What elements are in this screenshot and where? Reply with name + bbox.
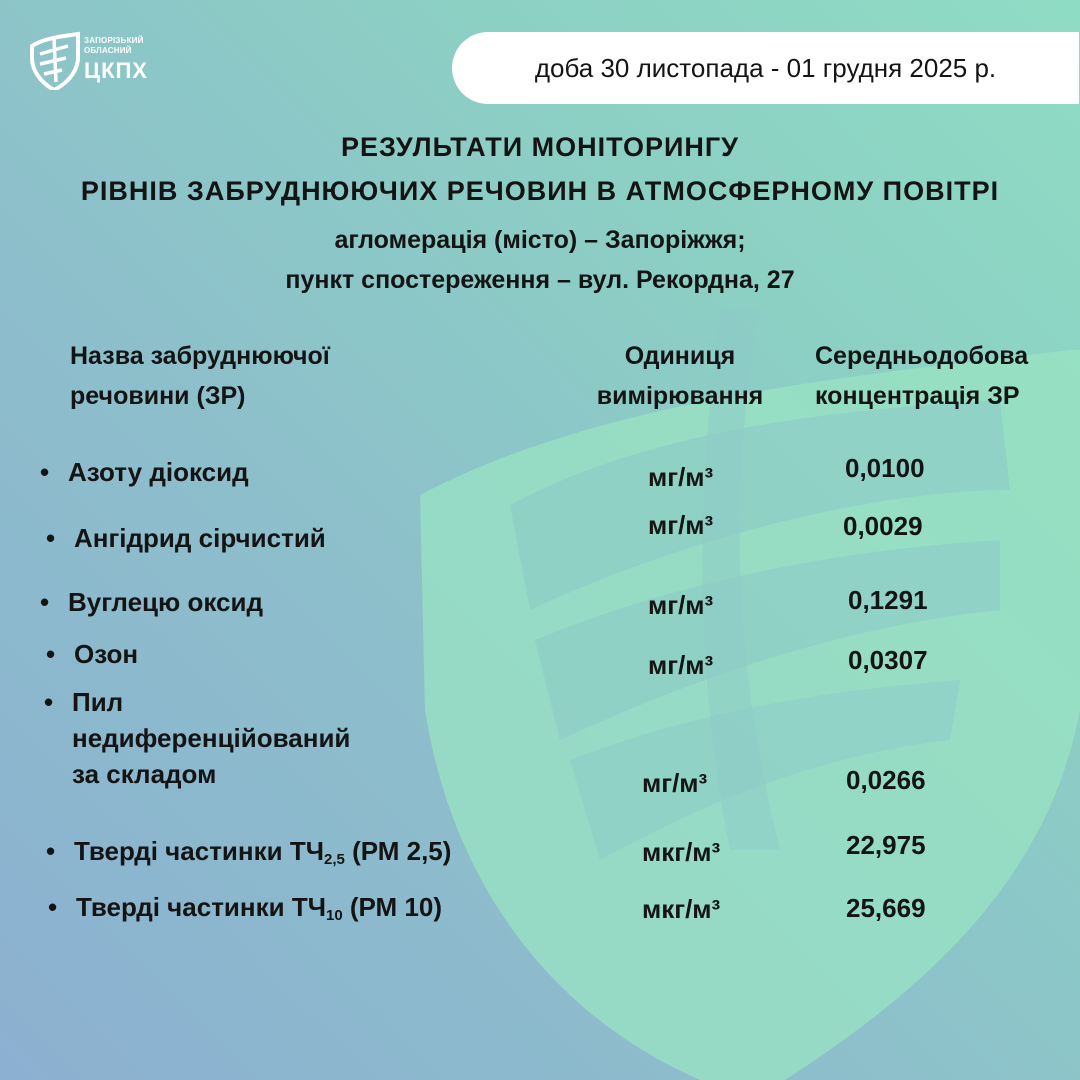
pollutant-name-row-4 bbox=[46, 636, 139, 672]
value-row-5: 0,0266 bbox=[846, 765, 926, 795]
pollutant-name-row-5 bbox=[44, 684, 351, 792]
pollutant-name-row-3 bbox=[40, 584, 263, 620]
bullet-icon: • bbox=[40, 587, 50, 617]
bullet-icon: • bbox=[46, 836, 56, 866]
unit-row-6: мкг/м³ bbox=[642, 837, 721, 867]
header-name-line-2: речовини (ЗР) bbox=[70, 382, 246, 410]
bullet-icon: • bbox=[48, 892, 58, 922]
pollutant-name-prefix: Тверді частинки ТЧ bbox=[76, 892, 326, 922]
header-unit bbox=[580, 336, 780, 416]
pollutant-name-line-2: недиференційований bbox=[72, 723, 351, 753]
pollutant-name-row-7 bbox=[48, 889, 443, 934]
date-text: доба 30 листопада - 01 грудня 2025 р. bbox=[534, 52, 997, 83]
value-row-2: 0,0029 bbox=[843, 511, 923, 541]
unit-row-5: мг/м³ bbox=[642, 768, 708, 798]
pollutant-name-row-6 bbox=[46, 833, 452, 878]
value-row-1: 0,0100 bbox=[845, 453, 925, 483]
bullet-icon: • bbox=[40, 457, 50, 487]
value-row-7: 25,669 bbox=[846, 893, 926, 923]
pollutant-name-row-1 bbox=[40, 454, 249, 490]
header-name-line-1: Назва забруднюючої bbox=[70, 342, 330, 370]
unit-row-7: мкг/м³ bbox=[642, 894, 721, 924]
title-line-2: РІВНІВ ЗАБРУДНЮЮЧИХ РЕЧОВИН В АТМОСФЕРНОМУ ПОВІТРІ bbox=[80, 176, 1000, 206]
pollutant-name-suffix: (РМ 2,5) bbox=[344, 836, 452, 866]
unit-row-2: мг/м³ bbox=[648, 510, 714, 540]
header-conc-line-1: Середньодобова bbox=[815, 342, 1029, 370]
header-unit-line-1: Одиниця bbox=[624, 342, 736, 370]
pollutant-name-line-1: Пил bbox=[72, 687, 124, 717]
date-badge bbox=[452, 32, 1079, 104]
pollutant-name-line-3: за складом bbox=[72, 759, 217, 789]
header-substance-name bbox=[70, 336, 330, 416]
logo-name: ЦКПХ bbox=[84, 58, 148, 83]
header-unit-line-2: вимірювання bbox=[596, 382, 764, 410]
value-row-3: 0,1291 bbox=[848, 585, 928, 615]
pollutant-name-row-2 bbox=[46, 520, 326, 556]
bullet-icon: • bbox=[46, 639, 56, 669]
logo-line-2: ОБЛАСНИЙ bbox=[84, 46, 132, 55]
header-conc-line-2: концентрація ЗР bbox=[815, 382, 1020, 410]
logo-subtitle bbox=[84, 36, 144, 56]
pollutant-name-subscript: 10 bbox=[325, 907, 343, 924]
pollutant-name-prefix: Тверді частинки ТЧ bbox=[74, 836, 324, 866]
header-concentration bbox=[815, 336, 1028, 416]
pollutant-name-text: Азоту діоксид bbox=[68, 457, 249, 487]
bullet-icon: • bbox=[46, 523, 56, 553]
pollutant-name-text: Вуглецю оксид bbox=[68, 587, 263, 617]
pollutant-name-suffix: (РМ 10) bbox=[342, 892, 443, 922]
unit-row-1: мг/м³ bbox=[648, 462, 714, 492]
pollutant-name-text: Озон bbox=[74, 639, 139, 669]
unit-row-3: мг/м³ bbox=[648, 590, 714, 620]
pollutant-name-text: Ангідрид сірчистий bbox=[74, 523, 326, 553]
unit-row-4: мг/м³ bbox=[648, 650, 714, 680]
subtitle-observation-point: пункт спостереження – вул. Рекордна, 27 bbox=[285, 266, 795, 294]
shield-logo-icon bbox=[28, 30, 80, 90]
value-row-4: 0,0307 bbox=[848, 645, 928, 675]
title-line-1: РЕЗУЛЬТАТИ МОНІТОРИНГУ bbox=[341, 132, 739, 162]
logo-line-1: ЗАПОРІЗЬКИЙ bbox=[84, 36, 144, 45]
value-row-6: 22,975 bbox=[846, 830, 926, 860]
pollutant-name-subscript: 2,5 bbox=[323, 851, 345, 868]
logo bbox=[28, 28, 168, 92]
subtitle-agglomeration: агломерація (місто) – Запоріжжя; bbox=[334, 226, 746, 254]
bullet-icon: • bbox=[44, 687, 54, 717]
